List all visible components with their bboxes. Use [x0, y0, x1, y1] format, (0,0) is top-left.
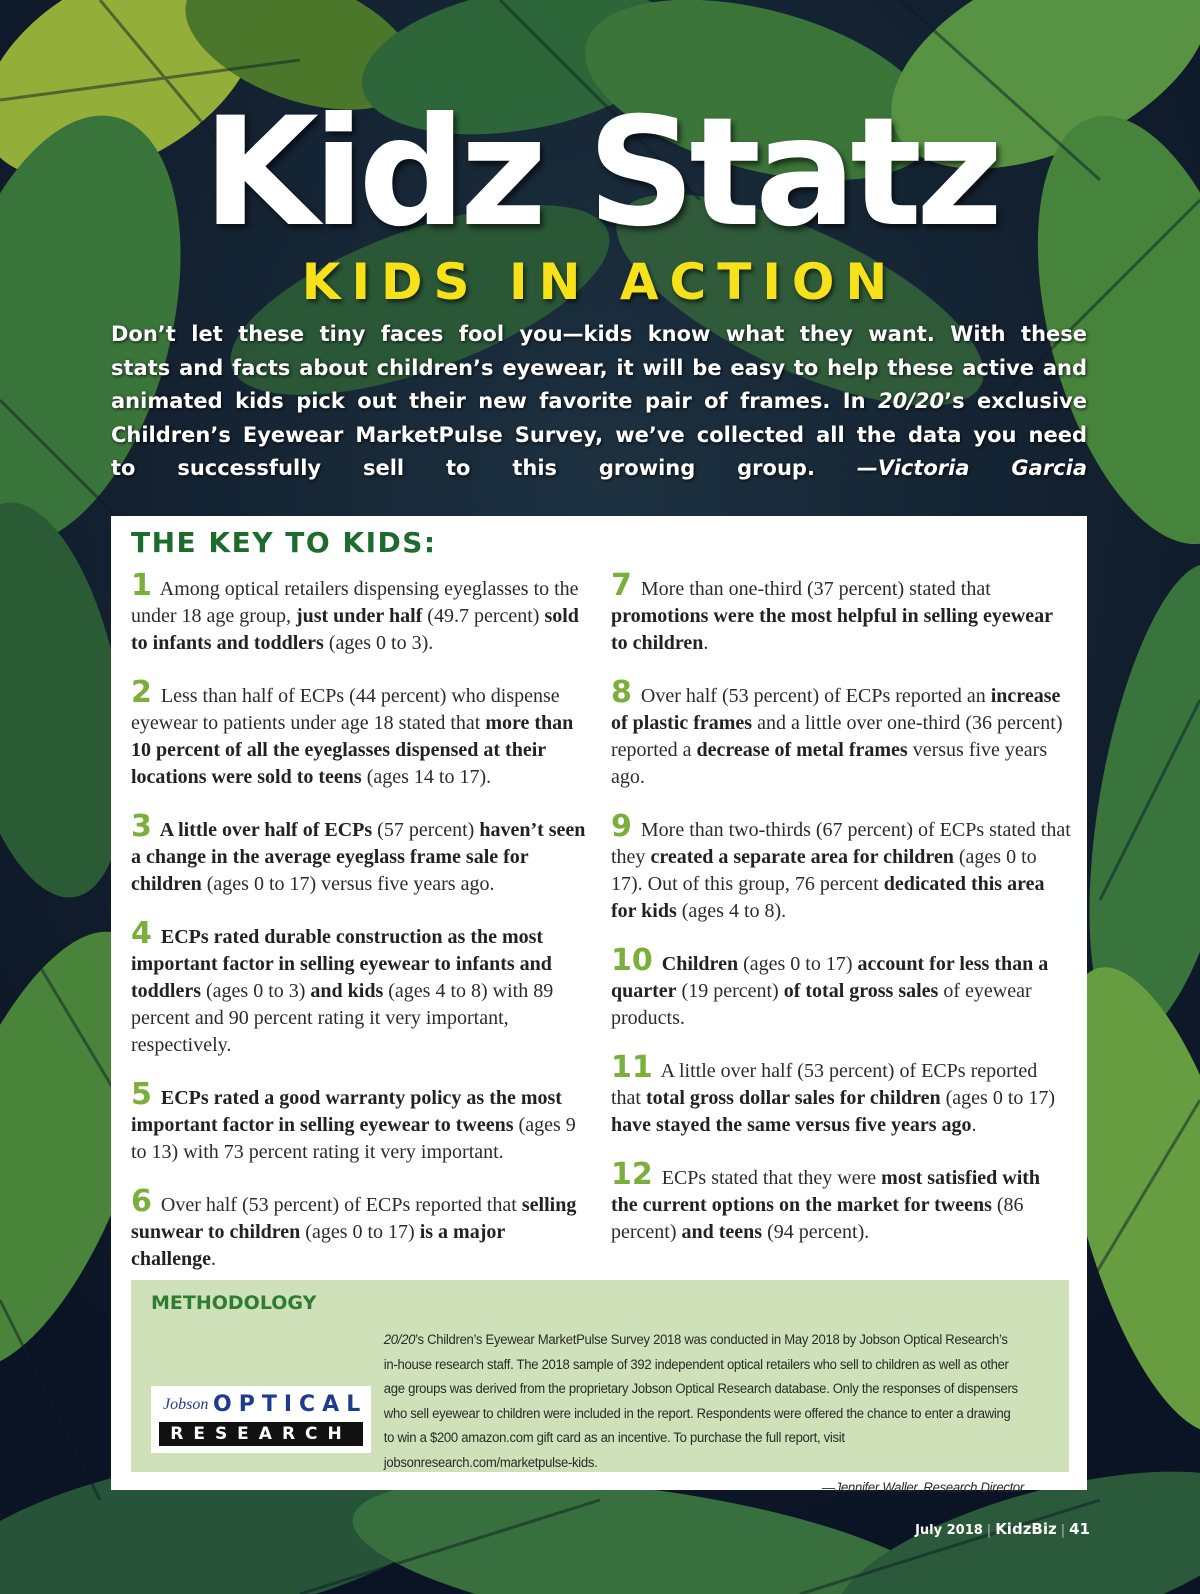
stat-highlight: more than 10 percent of all the eyeglasses dispensed at their locations were sold to teens [131, 712, 574, 788]
stat-text: (19 percent) [676, 980, 784, 1002]
intro-line: Children’s Eyewear MarketPulse Survey, we’ve collected all the data you need [111, 422, 1087, 447]
stat-text: (ages 4 to 8) with 89 percent and 90 percent rating it very important, respectively. [131, 980, 554, 1056]
stat-text: . [211, 1248, 216, 1270]
stat-item [611, 1157, 1071, 1246]
stat-text: . [971, 1114, 977, 1136]
intro-line [111, 385, 1087, 419]
stat-number: 9 [611, 809, 632, 844]
page-title: Kidz Statz [202, 86, 998, 260]
stat-highlight: ECPs rated durable construction as the most important factor in selling eyewear to infants and toddlers [131, 926, 552, 1002]
jobson-optical-research-logo [151, 1386, 371, 1453]
stat-number: 5 [131, 1077, 152, 1112]
stat-text: A little over half (53 percent) of ECPs reported that [611, 1060, 1038, 1109]
stat-highlight: ECPs rated a good warranty policy as the most important factor in selling eyewear to tweens [131, 1087, 562, 1136]
stat-text: More than one-third (37 percent) stated that [635, 578, 991, 600]
intro-line: Don’t let these tiny faces fool you—kids know what they want. With these [111, 322, 1087, 346]
stat-number: 1 [131, 568, 152, 603]
stat-text: (ages 0 to 17) [738, 953, 858, 975]
stat-text: (ages 0 to 3). [323, 632, 434, 654]
stat-number: 11 [611, 1050, 653, 1085]
stat-text: (ages 0 to 3) [201, 980, 311, 1002]
stat-number: 2 [131, 675, 152, 710]
stat-item [131, 568, 591, 657]
intro-paragraph [111, 318, 1087, 486]
stat-text: and a little over one-third (36 percent) reported a [611, 712, 1063, 761]
stat-number: 3 [131, 809, 152, 844]
stat-text: (ages 14 to 17). [361, 766, 492, 788]
stat-text: (94 percent). [762, 1221, 870, 1243]
footer-date: July 2018 [915, 1523, 983, 1538]
stat-text: Among optical retailers dispensing eyeglasses to the under 18 age group, [131, 578, 579, 627]
stat-highlight: account for less than a quarter [611, 953, 1049, 1002]
stat-text: ECPs stated that they were [656, 1167, 882, 1189]
logo-research: RESEARCH [159, 1422, 363, 1446]
panel-title: THE KEY TO KIDS: [131, 526, 437, 559]
stat-text: . [703, 632, 709, 654]
stat-number: 10 [611, 943, 653, 978]
stat-text: (ages 4 to 8). [676, 900, 787, 922]
stat-highlight: most satisfied with the current options on the market for tweens [611, 1167, 1041, 1216]
methodology-box [131, 1280, 1069, 1495]
stat-highlight: just under half [295, 605, 423, 627]
stat-text: More than two-thirds (67 percent) of ECPs stated that they [611, 819, 1071, 868]
stat-text: Over half (53 percent) of ECPs reported that [155, 1194, 522, 1216]
stat-highlight: Children [656, 953, 739, 975]
stat-text: (ages 0 to 17). Out of this group, 76 percent [611, 846, 1037, 895]
intro-line: stats and facts about children’s eyewear, it will be easy to help these active and [111, 355, 1087, 380]
stat-highlight: sold to infants and toddlers [131, 605, 579, 654]
stat-item [611, 675, 1071, 791]
stat-text: (57 percent) [372, 819, 480, 841]
stat-highlight: is a major challenge [131, 1221, 505, 1270]
stat-number: 12 [611, 1157, 653, 1192]
stat-number: 6 [131, 1184, 152, 1219]
stat-text: (86 percent) [611, 1194, 1024, 1243]
intro-signature: —Victoria Garcia [856, 456, 1087, 480]
intro-magazine-name: 20/20 [877, 389, 945, 413]
intro-text: animated kids pick out their new favorite pair of frames. In [111, 389, 878, 413]
stat-highlight: dedicated this area for kids [611, 873, 1045, 922]
stat-text: (ages 0 to 17) [300, 1221, 420, 1243]
stat-highlight: total gross dollar sales for children [646, 1087, 941, 1109]
stat-item [131, 809, 591, 898]
methodology-text: ’s Children’s Eyewear MarketPulse Survey 2018 was conducted in May 2018 by Jobson Optical Research’s in-house research staff. The 2018 sample of 392 independent optical retailers who sell to children as well as other age groups was derived from the proprietary Jobson Optical Research database. Only the responses of dispensers who sell eyewear to children were included in the report. Respondents were offered the chance to enter a drawing to win a $200 amazon.com gift card as an incentive. To purchase the full report, visit jobsonresearch.com/marketpulse-kids. [383, 1332, 1018, 1470]
stat-highlight: haven’t seen a change in the average eyeglass frame sale for children [131, 819, 586, 895]
logo-optical: OPTICAL [213, 1392, 368, 1417]
stat-highlight: and kids [310, 980, 384, 1002]
methodology-signature: —Jennifer Waller, Research Director [821, 1479, 1024, 1495]
intro-line [111, 452, 1087, 486]
stats-column-left [131, 568, 591, 1273]
stat-number: 8 [611, 675, 632, 710]
stat-highlight: promotions were the most helpful in selling eyewear to children [611, 605, 1053, 654]
footer-magazine: KidzBiz [995, 1520, 1057, 1538]
stat-item [131, 1184, 591, 1273]
stat-number: 4 [131, 916, 152, 951]
stat-item [611, 568, 1071, 657]
stat-item [611, 809, 1071, 925]
page-subtitle: KIDS IN ACTION [301, 253, 899, 311]
stat-highlight: decrease of metal frames [696, 739, 908, 761]
stat-highlight: increase of plastic frames [611, 685, 1061, 734]
stat-highlight: A little over half of ECPs [155, 819, 373, 841]
logo-jobson: Jobson [163, 1396, 209, 1413]
stat-text: of eyewear products. [611, 980, 1032, 1029]
page-number: 41 [1069, 1520, 1090, 1538]
stat-item [131, 675, 591, 791]
intro-text: ’s exclusive [944, 389, 1087, 413]
stat-highlight: of total gross sales [783, 980, 939, 1002]
key-to-kids-panel [111, 516, 1087, 1495]
stat-highlight: created a separate area for children [650, 846, 954, 868]
stat-text: Less than half of ECPs (44 percent) who dispense eyewear to patients under age 18 stated that [131, 685, 560, 734]
stat-item [131, 916, 591, 1059]
methodology-magazine-name: 20/20 [383, 1332, 416, 1347]
stat-text: (49.7 percent) [422, 605, 545, 627]
stat-number: 7 [611, 568, 632, 603]
stats-column-right [611, 568, 1071, 1246]
stat-item [611, 1050, 1071, 1139]
stat-text: (ages 9 to 13) with 73 percent rating it very important. [131, 1114, 576, 1163]
stat-text: (ages 0 to 17) versus five years ago. [201, 873, 495, 895]
stat-text: Over half (53 percent) of ECPs reported an [635, 685, 991, 707]
stat-item [131, 1077, 591, 1166]
stat-highlight: selling sunwear to children [131, 1194, 577, 1243]
stat-highlight: and teens [681, 1221, 763, 1243]
stat-highlight: have stayed the same versus five years ago [611, 1114, 972, 1136]
methodology-title: METHODOLOGY [151, 1292, 317, 1314]
stat-text: versus five years ago. [611, 739, 1048, 788]
stat-text: (ages 0 to 17) [940, 1087, 1056, 1109]
stat-item [611, 943, 1071, 1032]
page-footer: July 2018 | KidzBiz | 41 [915, 1520, 1090, 1538]
intro-text: to successfully sell to this growing group. [111, 456, 815, 480]
